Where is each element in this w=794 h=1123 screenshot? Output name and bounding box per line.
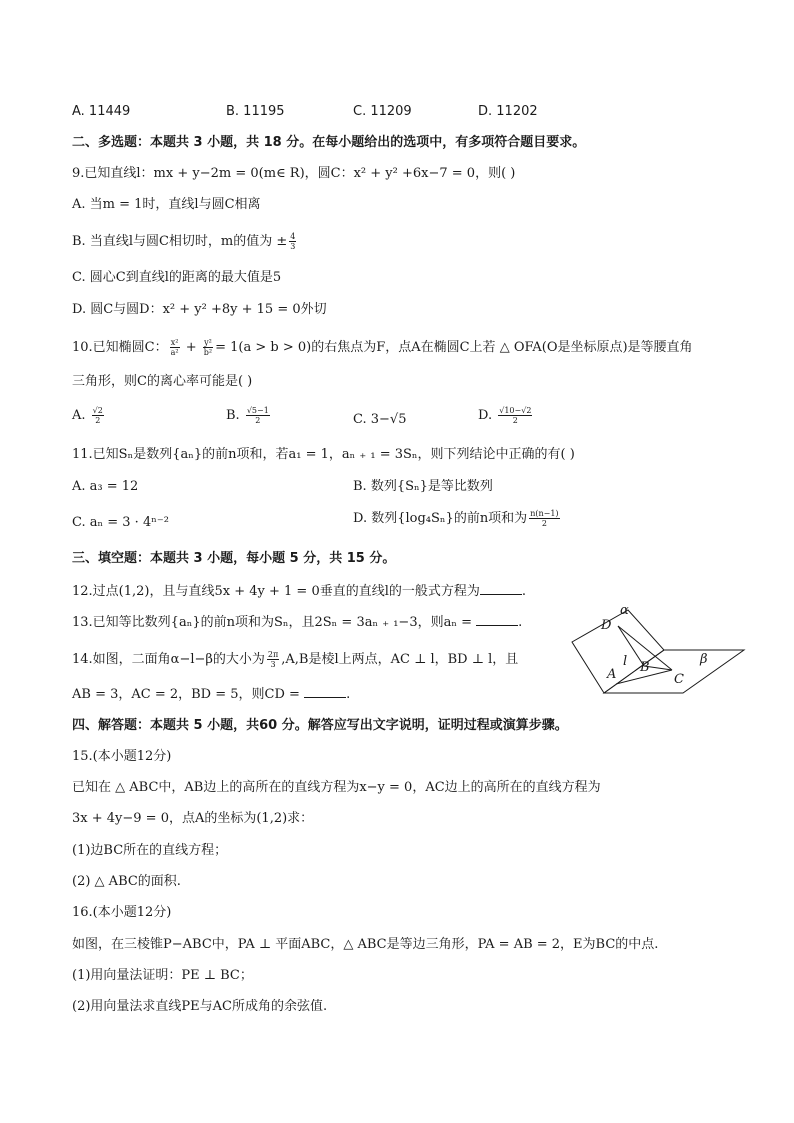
q15-title: 15.(本小题12分): [72, 749, 172, 764]
q9-stem: 9.已知直线l：mx + y−2m = 0(m∈ R)，圆C：x² + y² +6x−7 = 0，则( ): [72, 166, 516, 181]
dihedral-angle-figure: [568, 598, 748, 698]
q16-line1: 如图，在三棱锥P−ABC中，PA ⊥ 平面ABC，△ ABC是等边三角形，PA = AB = 2，E为BC的中点.: [72, 937, 659, 952]
q9-option-b: [72, 232, 298, 251]
q10-option-a: A. $\frac{√2}{2}$: [72, 406, 103, 425]
q11-option-a: A. a₃ = 12: [72, 479, 139, 494]
label-C: C: [674, 672, 684, 687]
q10-stem-line2: 三角形，则C的离心率可能是( ): [72, 374, 253, 389]
answer-blank: [304, 685, 346, 698]
q9-option-d: D. 圆C与圆D：x² + y² +8y + 15 = 0外切: [72, 302, 327, 317]
q11-option-d: D. 数列{log₄Sₙ}的前n项和为 $\frac{n(n-1)}{2}$: [353, 509, 559, 528]
section2-header: 二、多选题：本题共 3 小题，共 18 分。在每小题给出的选项中，有多项符合题目要求。: [72, 135, 586, 150]
label-A: A: [607, 667, 617, 682]
q15-part2: (2) △ ABC的面积.: [72, 874, 181, 889]
q10-option-c: C. 3−√5: [353, 412, 407, 427]
q11-stem: 11.已知Sₙ是数列{aₙ}的前n项和，若a₁ = 1，aₙ ₊ ₁ = 3Sₙ，则下列结论中正确的有( ): [72, 447, 575, 462]
q8-option-a: A. 11449: [72, 104, 131, 119]
q16-part2: (2)用向量法求直线PE与AC所成角的余弦值.: [72, 999, 328, 1014]
label-D: D: [601, 618, 612, 633]
q10-option-d: D. $\frac{√10-√2}{2}$: [478, 406, 532, 425]
q9-option-a: A. 当m = 1时，直线l与圆C相离: [72, 197, 261, 212]
q14-line2: AB = 3，AC = 2，BD = 5，则CD = .: [72, 687, 351, 702]
q9-option-c: C. 圆心C到直线l的距离的最大值是5: [72, 270, 282, 285]
answer-blank: [476, 613, 518, 626]
fraction: $\frac{4}{3}$: [290, 232, 296, 251]
q12-stem: 12.过点(1,2)，且与直线5x + 4y + 1 = 0垂直的直线l的一般式方程为 .: [72, 584, 527, 599]
q8-option-c: C. 11209: [353, 104, 412, 119]
label-alpha: α: [620, 603, 629, 618]
answer-blank: [480, 582, 522, 595]
q16-title: 16.(本小题12分): [72, 905, 172, 920]
q16-part1: (1)用向量法证明：PE ⊥ BC；: [72, 968, 253, 983]
q8-option-d: D. 11202: [478, 104, 538, 119]
q11-option-c: C. aₙ = 3 · 4ⁿ⁻²: [72, 515, 169, 530]
q15-line2: 3x + 4y−9 = 0，点A的坐标为(1,2)求：: [72, 811, 314, 826]
q15-part1: (1)边BC所在的直线方程；: [72, 843, 228, 858]
q15-line1: 已知在 △ ABC中，AB边上的高所在的直线方程为x−y = 0，AC边上的高所在的直线方程为: [72, 780, 601, 795]
q13-stem: 13.已知等比数列{aₙ}的前n项和为Sₙ，且2Sₙ = 3aₙ ₊ ₁−3，则aₙ = .: [72, 615, 523, 630]
section3-header: 三、填空题：本题共 3 小题，每小题 5 分，共 15 分。: [72, 551, 396, 566]
label-l: l: [623, 654, 628, 669]
q11-option-b: B. 数列{Sₙ}是等比数列: [353, 479, 493, 494]
q8-option-b: B. 11195: [226, 104, 285, 119]
q10-option-b: B. $\frac{√5-1}{2}$: [226, 406, 269, 425]
q9-option-b-text: B. 当直线l与圆C相切时，m的值为 ±: [72, 234, 288, 249]
plane-alpha: [572, 610, 664, 693]
section4-header: 四、解答题：本题共 5 小题，共60 分。解答应写出文字说明，证明过程或演算步骤。: [72, 718, 568, 733]
label-B: B: [640, 660, 650, 675]
q10-stem: 10.已知椭圆C： $\frac{\text{x²}}{\text{a²}}$ + $\frac{\text{y²}}{\text{b²}}$ = 1(a > b > 0)的右焦点为F，点A在椭圆C上若 △ OFA(O是坐标原点)是等腰直角: [72, 338, 693, 357]
q14-line1: 14.如图，二面角α−l−β的大小为 $\frac{2\pi}{3}$ ,A,B是棱l上两点，AC ⊥ l，BD ⊥ l，且: [72, 650, 519, 669]
label-beta: β: [700, 652, 708, 667]
